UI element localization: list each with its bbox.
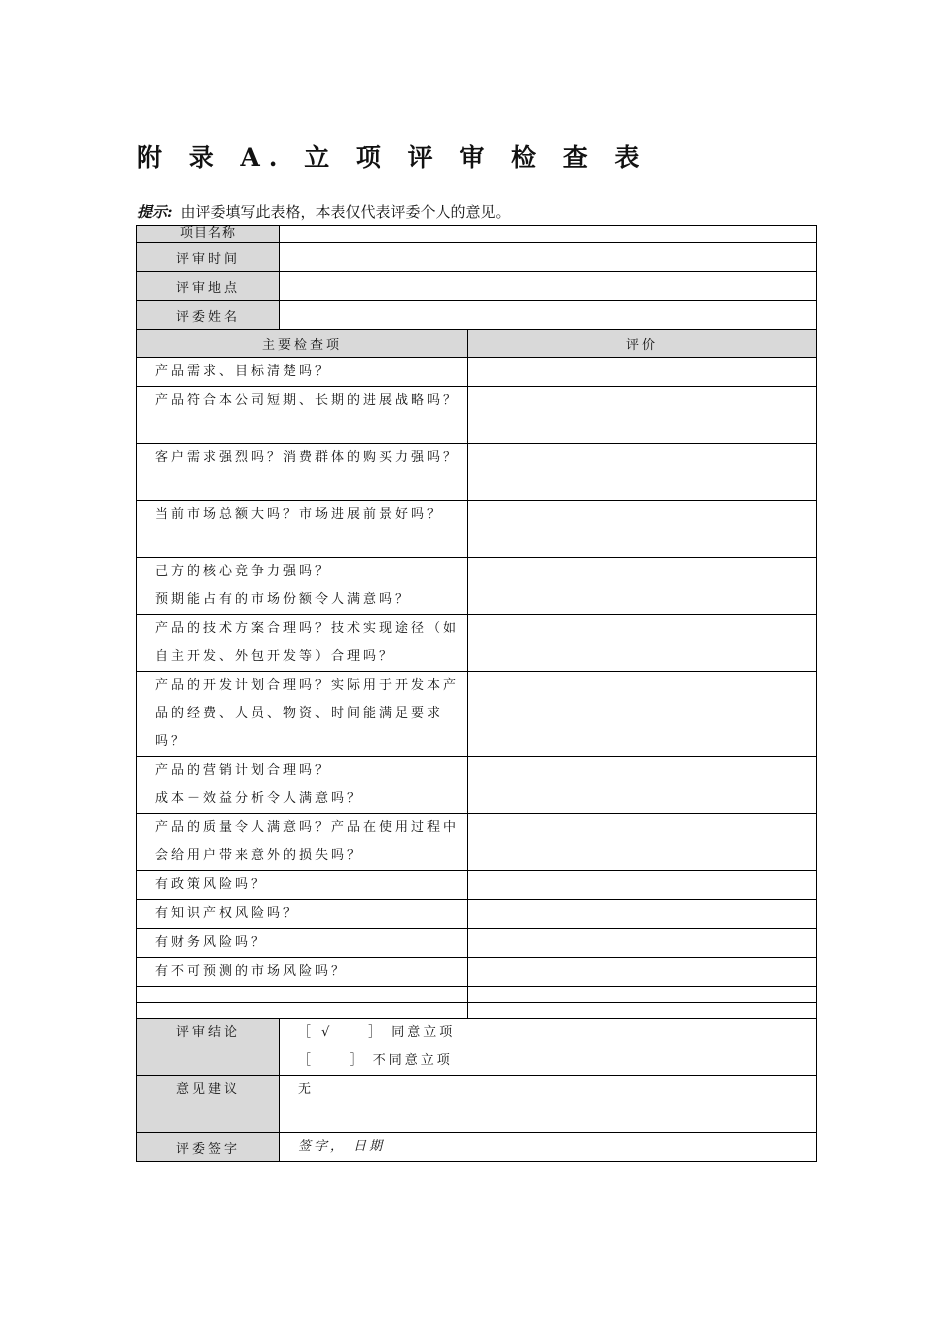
checklist-header-row [137, 330, 817, 358]
checklist-item-eval[interactable] [468, 615, 817, 672]
conclusion-row [137, 1019, 817, 1076]
checklist-item-text: 客户需求强烈吗？消费群体的购买力强吗？ [137, 444, 468, 501]
info-row-review-time [137, 243, 817, 272]
info-row-review-location [137, 272, 817, 301]
checklist-row [137, 871, 817, 900]
checklist-item-eval[interactable] [468, 757, 817, 814]
checklist-item-text: 产品的开发计划合理吗？实际用于开发本产品的经费、人员、物资、时间能满足要求吗？ [137, 672, 468, 757]
review-checklist-table [136, 225, 817, 1162]
checklist-row [137, 444, 817, 501]
signature-field[interactable]: 签字， 日期 [280, 1133, 817, 1162]
checklist-row-blank [137, 1003, 817, 1019]
signature-label: 评委签字 [137, 1133, 280, 1162]
checklist-item-eval[interactable] [468, 929, 817, 958]
checklist-item-eval[interactable] [468, 987, 817, 1003]
suggestion-row [137, 1076, 817, 1133]
checklist-row [137, 958, 817, 987]
checklist-item-text: 产品的技术方案合理吗？技术实现途径（如自主开发、外包开发等）合理吗？ [137, 615, 468, 672]
checklist-item-text: 当前市场总额大吗？市场进展前景好吗？ [137, 501, 468, 558]
checklist-item-text[interactable] [137, 987, 468, 1003]
checklist-item-eval[interactable] [468, 814, 817, 871]
suggestion-field[interactable]: 无 [280, 1076, 817, 1133]
checklist-item-eval[interactable] [468, 444, 817, 501]
checklist-item-text: 有财务风险吗？ [137, 929, 468, 958]
project-name-label: 项目名称 [137, 226, 280, 243]
checklist-item-text[interactable] [137, 1003, 468, 1019]
checklist-row [137, 501, 817, 558]
checklist-item-text: 产品的质量令人满意吗？产品在使用过程中会给用户带来意外的损失吗？ [137, 814, 468, 871]
checklist-item-text: 己方的核心竞争力强吗？ 预期能占有的市场份额令人满意吗？ [137, 558, 468, 615]
checklist-item-text: 产品符合本公司短期、长期的进展战略吗？ [137, 387, 468, 444]
review-time-field[interactable] [280, 243, 817, 272]
checklist-item-eval[interactable] [468, 501, 817, 558]
signature-row [137, 1133, 817, 1162]
document-title: 附 录 A. 立 项 评 审 检 查 表 [137, 143, 649, 172]
review-location-label: 评审地点 [137, 272, 280, 301]
suggestion-label: 意见建议 [137, 1076, 280, 1133]
checklist-item-eval[interactable] [468, 958, 817, 987]
checklist-item-eval[interactable] [468, 387, 817, 444]
project-name-field[interactable] [280, 226, 817, 243]
checklist-row [137, 387, 817, 444]
checklist-row [137, 615, 817, 672]
checklist-row [137, 929, 817, 958]
checklist-row-blank [137, 987, 817, 1003]
reviewer-name-label: 评委姓名 [137, 301, 280, 330]
hint-line [137, 201, 511, 222]
hint-text: 由评委填写此表格，本表仅代表评委个人的意见。 [180, 203, 511, 221]
checklist-item-text: 有知识产权风险吗？ [137, 900, 468, 929]
checklist-row [137, 558, 817, 615]
reviewer-name-field[interactable] [280, 301, 817, 330]
checklist-item-text: 产品的营销计划合理吗？ 成本－效益分析令人满意吗？ [137, 757, 468, 814]
checklist-row [137, 900, 817, 929]
review-time-label: 评审时间 [137, 243, 280, 272]
checklist-row [137, 757, 817, 814]
hint-label: 提示: [137, 203, 173, 221]
checklist-item-text: 产品需求、目标清楚吗？ [137, 358, 468, 387]
info-row-project-name [137, 226, 817, 243]
info-row-reviewer-name [137, 301, 817, 330]
checklist-item-eval[interactable] [468, 358, 817, 387]
checklist-item-text: 有不可预测的市场风险吗？ [137, 958, 468, 987]
checklist-item-text: 有政策风险吗？ [137, 871, 468, 900]
checklist-row [137, 672, 817, 757]
conclusion-label: 评审结论 [137, 1019, 280, 1076]
option-disagree[interactable]: ［ ］ 不同意立项 [298, 1053, 453, 1068]
checklist-item-eval[interactable] [468, 900, 817, 929]
checklist-row [137, 358, 817, 387]
review-location-field[interactable] [280, 272, 817, 301]
checklist-item-eval[interactable] [468, 558, 817, 615]
conclusion-options [280, 1019, 817, 1076]
checklist-item-eval[interactable] [468, 1003, 817, 1019]
col-header-main-items: 主要检查项 [137, 330, 468, 358]
checklist-item-eval[interactable] [468, 672, 817, 757]
checklist-item-eval[interactable] [468, 871, 817, 900]
checklist-row [137, 814, 817, 871]
col-header-evaluation: 评价 [468, 330, 817, 358]
option-agree[interactable]: ［ √ ］ 同意立项 [298, 1025, 456, 1040]
